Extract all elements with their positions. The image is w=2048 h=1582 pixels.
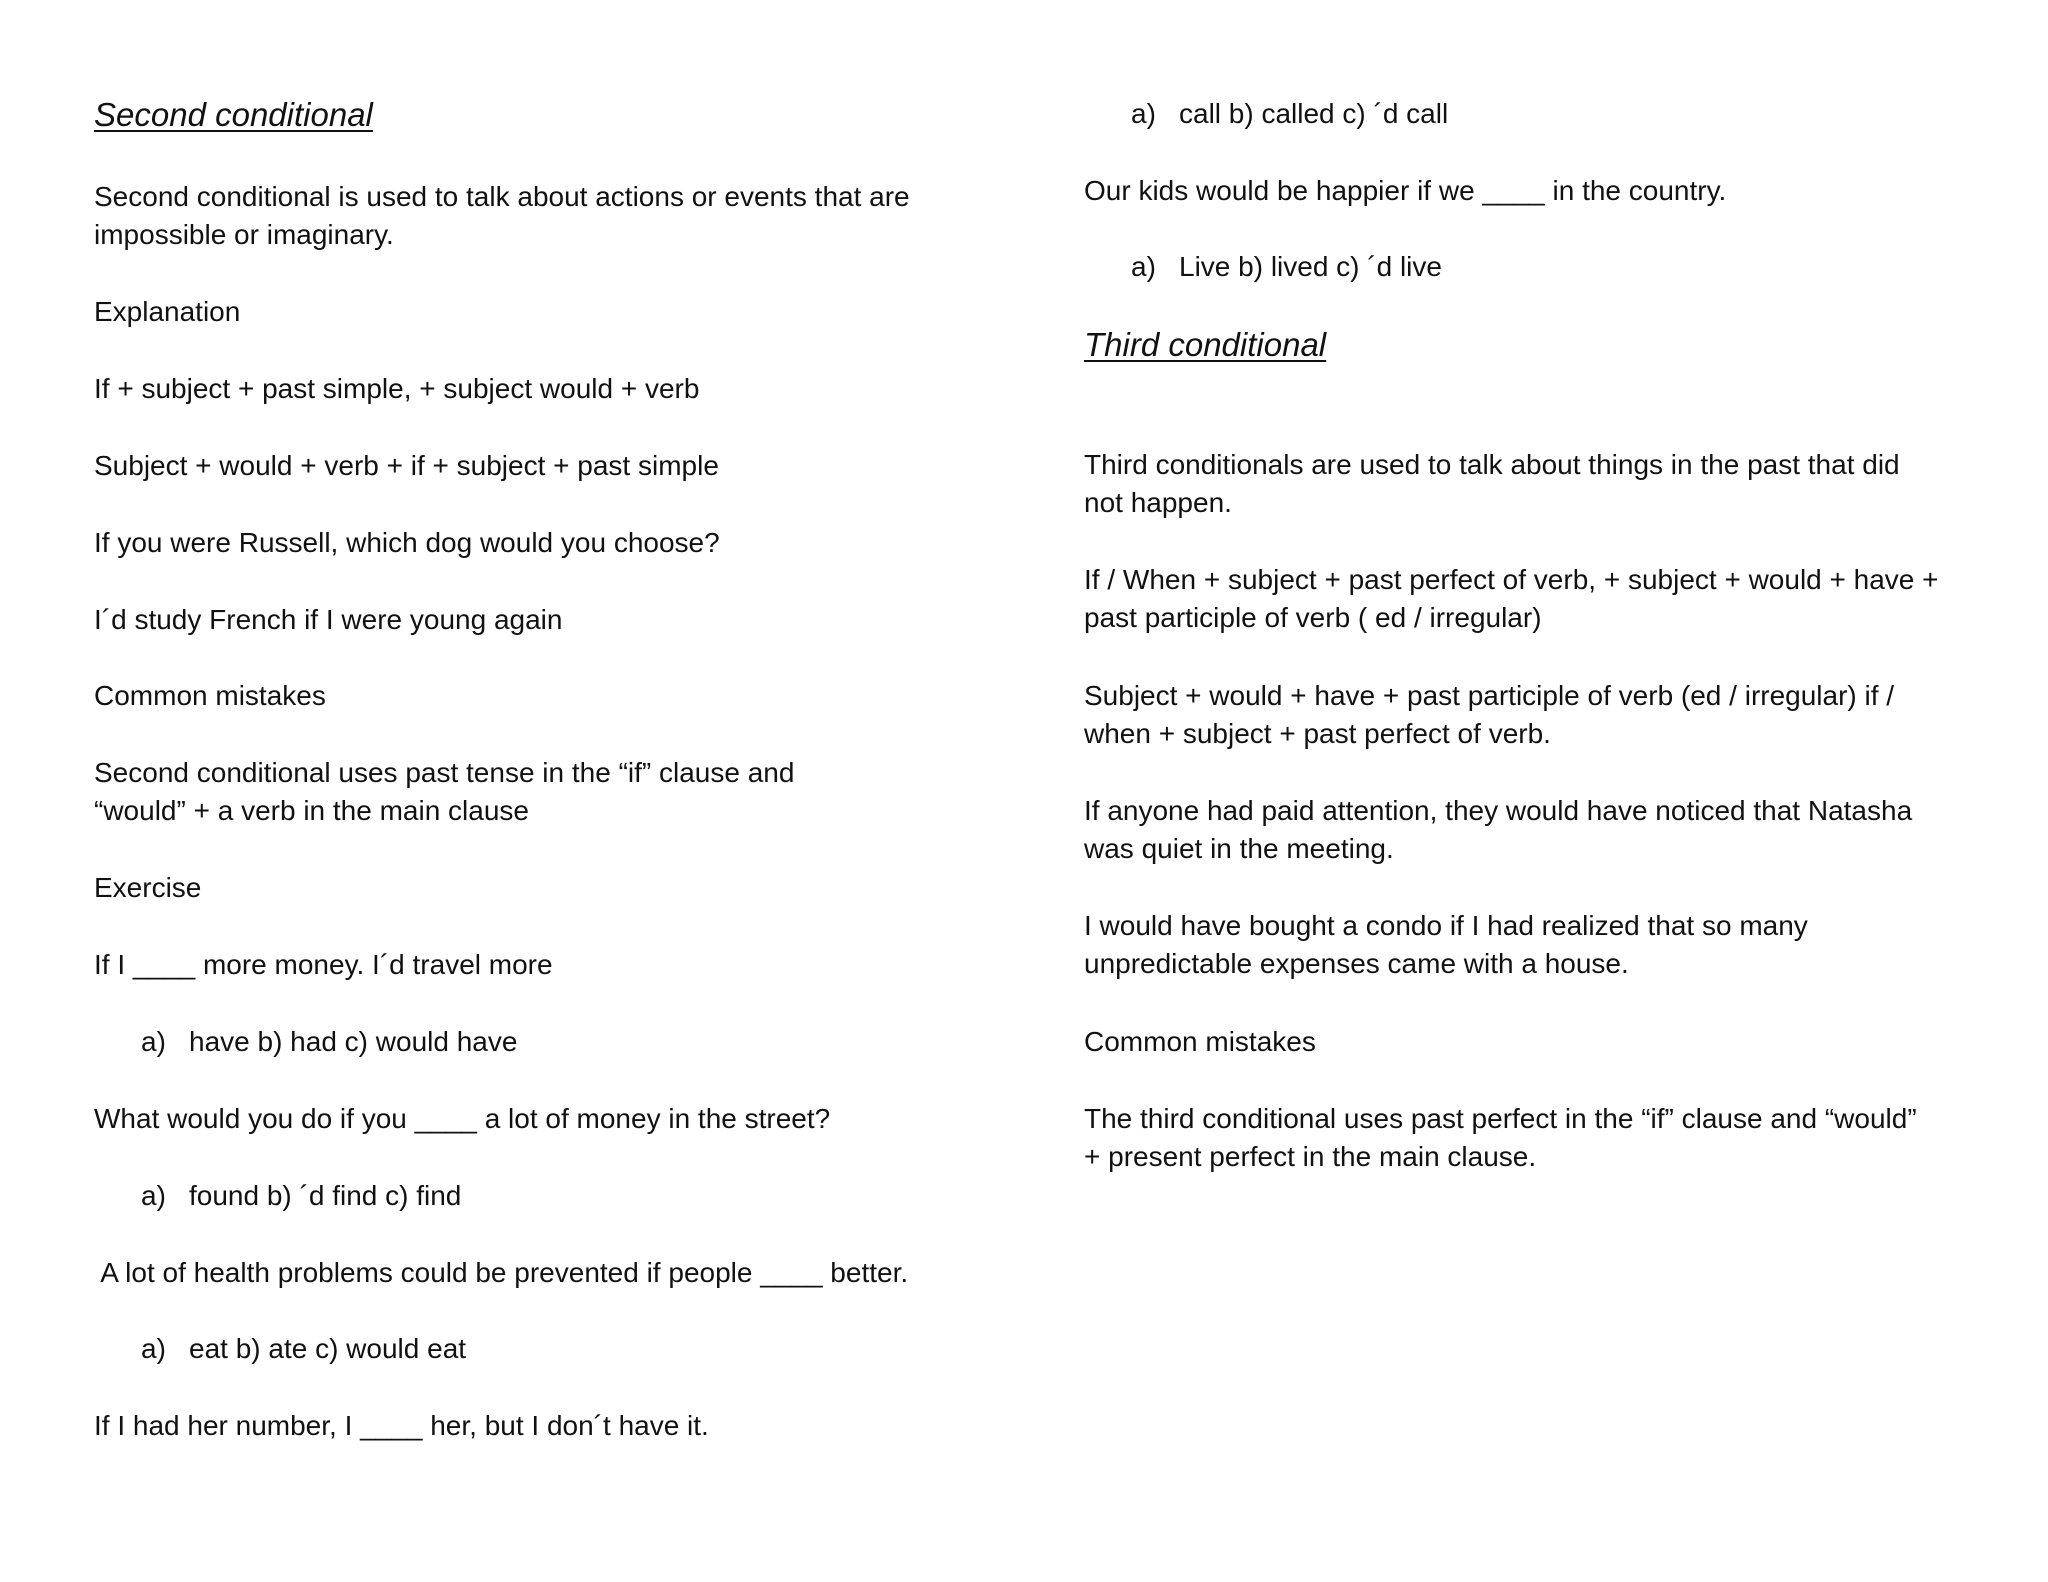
third-conditional-example-1-line-1: If anyone had paid attention, they would have noticed that Natasha bbox=[1084, 795, 1913, 826]
exercise-options-1 bbox=[141, 1023, 517, 1061]
third-conditional-formula-1-line-2: past participle of verb ( ed / irregular) bbox=[1084, 602, 1542, 633]
option-choices: Live b) lived c) ´d live bbox=[1179, 251, 1442, 282]
third-conditional-example-2-line-1: I would have bought a condo if I had realized that so many bbox=[1084, 910, 1808, 941]
second-conditional-intro-line-2: impossible or imaginary. bbox=[94, 219, 394, 250]
exercise-options-2 bbox=[141, 1177, 461, 1215]
second-conditional-formula-1: If + subject + past simple, + subject would + verb bbox=[94, 373, 700, 404]
third-conditional-mistakes-line-1: The third conditional uses past perfect in the “if” clause and “would” bbox=[1084, 1103, 1917, 1134]
exercise-question-2: What would you do if you ____ a lot of money in the street? bbox=[94, 1103, 831, 1134]
second-conditional-heading: Second conditional bbox=[94, 96, 373, 133]
third-conditional-formula-2-line-1: Subject + would + have + past participle of verb (ed / irregular) if / bbox=[1084, 680, 1895, 711]
third-conditional-formula-1-line-1: If / When + subject + past perfect of verb, + subject + would + have + bbox=[1084, 564, 1939, 595]
option-letter: a) bbox=[141, 1333, 166, 1364]
third-conditional-heading: Third conditional bbox=[1084, 326, 1327, 363]
third-conditional-intro-line-1: Third conditionals are used to talk about things in the past that did bbox=[1084, 449, 1900, 480]
second-conditional-example-1: If you were Russell, which dog would you choose? bbox=[94, 527, 720, 558]
second-conditional-example-2: I´d study French if I were young again bbox=[94, 604, 563, 635]
third-conditional-intro-line-2: not happen. bbox=[1084, 487, 1232, 518]
exercise-question-3: A lot of health problems could be prevented if people ____ better. bbox=[94, 1257, 909, 1288]
third-conditional-example-1-line-2: was quiet in the meeting. bbox=[1084, 833, 1394, 864]
exercise-question-5: Our kids would be happier if we ____ in the country. bbox=[1084, 175, 1727, 206]
third-conditional-mistakes-label: Common mistakes bbox=[1084, 1026, 1316, 1057]
third-conditional-example-2-line-2: unpredictable expenses came with a house. bbox=[1084, 948, 1629, 979]
option-letter: a) bbox=[141, 1180, 166, 1211]
option-choices: call b) called c) ´d call bbox=[1179, 98, 1449, 129]
option-choices: have b) had c) would have bbox=[189, 1026, 518, 1057]
exercise-options-3 bbox=[141, 1330, 466, 1368]
option-letter: a) bbox=[141, 1026, 166, 1057]
second-conditional-formula-2: Subject + would + verb + if + subject + past simple bbox=[94, 450, 719, 481]
exercise-options-4 bbox=[1131, 95, 1448, 133]
second-conditional-mistakes-line-1: Second conditional uses past tense in the “if” clause and bbox=[94, 757, 795, 788]
exercise-question-1: If I ____ more money. I´d travel more bbox=[94, 949, 553, 980]
option-choices: found b) ´d find c) find bbox=[189, 1180, 462, 1211]
option-letter: a) bbox=[1131, 251, 1156, 282]
third-conditional-formula-2-line-2: when + subject + past perfect of verb. bbox=[1084, 718, 1551, 749]
option-choices: eat b) ate c) would eat bbox=[189, 1333, 467, 1364]
explanation-label: Explanation bbox=[94, 296, 241, 327]
option-letter: a) bbox=[1131, 98, 1156, 129]
exercise-question-4: If I had her number, I ____ her, but I don´t have it. bbox=[94, 1410, 709, 1441]
third-conditional-mistakes-line-2: + present perfect in the main clause. bbox=[1084, 1141, 1537, 1172]
exercise-options-5 bbox=[1131, 248, 1442, 286]
exercise-label: Exercise bbox=[94, 872, 202, 903]
second-conditional-intro-line-1: Second conditional is used to talk about actions or events that are bbox=[94, 181, 910, 212]
second-conditional-mistakes-label: Common mistakes bbox=[94, 680, 326, 711]
second-conditional-mistakes-line-2: “would” + a verb in the main clause bbox=[94, 795, 529, 826]
